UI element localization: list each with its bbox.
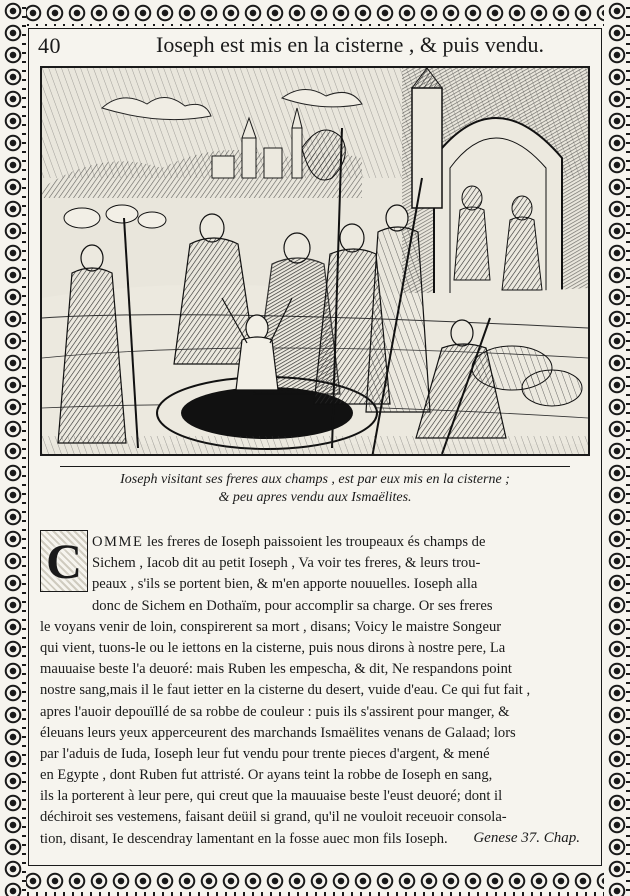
page-number: 40 <box>38 33 61 58</box>
body-line: apres l'auoir depouïllé de sa robbe de couleur : puis ils s'assirent pour manger, & <box>40 703 510 720</box>
body-line: déchiroit ses vestemens, faisant deüil si grand, qu'il ne vouloit receuoir consola- <box>40 809 507 826</box>
ornamental-border-right <box>604 0 630 896</box>
caption-line-1: Ioseph visitant ses freres aux champs , est par eux mis en la cisterne ; <box>120 472 510 487</box>
ornamental-border-bottom <box>0 868 630 896</box>
body-line <box>40 532 592 553</box>
illustration-caption <box>40 471 590 507</box>
body-line-text: les freres de Ioseph paissoient les troupeaux és champs de <box>143 534 486 550</box>
drop-cap-letter: C <box>45 533 83 589</box>
body-line: par l'aduis de Iuda, Ioseph leur fut vendu pour trente pieces d'argent, & mené <box>40 745 490 762</box>
ornamental-border-top <box>0 0 630 26</box>
body-line: mauuaise beste l'a deuoré: mais Ruben les empescha, & dit, Ne respandons point <box>40 661 512 678</box>
scripture-citation: Genese 37. Chap. <box>473 830 580 846</box>
first-word: OMME <box>92 534 144 550</box>
body-line: donc de Sichem en Dothaïm, pour accomplir sa charge. Or ses freres <box>92 597 493 614</box>
body-line: tion, disant, Ie descendray lamentant en la fosse auec mon fils Ioseph. <box>40 830 448 847</box>
body-line: nostre sang,mais il le faut ietter en la cisterne du desert, vuide d'eau. Ce qui fut fait , <box>40 682 531 699</box>
running-title: Ioseph est mis en la cisterne , & puis vendu. <box>156 32 544 57</box>
body-line: peaux , s'ils se portent bien, & m'en apporte nouuelles. Ioseph alla <box>92 576 478 593</box>
caption-line-2: & peu apres vendu aux Ismaëlites. <box>218 490 412 505</box>
body-line: qui vient, tuons-le ou le iettons en la cisterne, puis nous dirons à nostre pere, La <box>40 639 506 656</box>
caption-rule <box>60 466 570 467</box>
body-line: en Egypte , dont Ruben fut attristé. Or ayans teint la robbe de Ioseph en sang, <box>40 767 493 784</box>
body-line: ils la porterent à leur pere, qui creut que la mauuaise beste l'eust deuoré; dont il <box>40 788 503 805</box>
woodcut-illustration <box>40 66 590 456</box>
body-line: le voyans venir de loin, conspirerent sa mort , disans; Voicy le maistre Songeur <box>40 618 502 635</box>
ornamental-border-left <box>0 0 26 896</box>
body-line: Sichem , Iacob dit au petit Ioseph , Va voir tes freres, & leurs trou- <box>92 555 481 572</box>
body-paragraph <box>40 532 592 850</box>
body-line: éleuans leurs yeux apperceurent des marchands Ismaëlites venans de Galaad; lors <box>40 724 516 741</box>
